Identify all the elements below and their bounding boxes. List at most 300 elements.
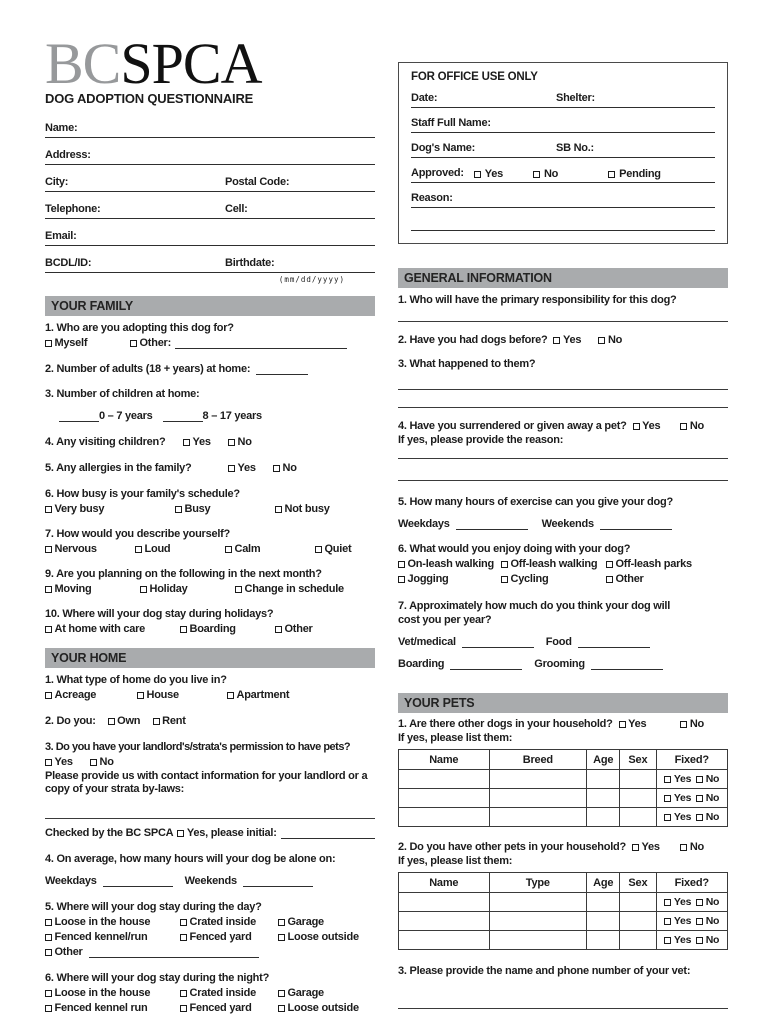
birthdate-label: Birthdate: bbox=[225, 256, 275, 269]
general-q1-text: 1. Who will have the primary responsibility for this dog? bbox=[398, 294, 677, 306]
boarding-line[interactable] bbox=[450, 659, 522, 670]
email-field-line[interactable] bbox=[45, 230, 375, 246]
other-dogs-table bbox=[398, 749, 728, 827]
moving-option[interactable] bbox=[45, 583, 140, 596]
no-label: No bbox=[99, 755, 114, 768]
off-leash-walking-option[interactable] bbox=[501, 558, 606, 571]
weekends-exercise-line[interactable] bbox=[600, 519, 672, 530]
bcspca-logo bbox=[45, 31, 375, 96]
other-checkbox[interactable] bbox=[275, 626, 282, 633]
section-header-your-home: YOUR HOME bbox=[45, 648, 375, 668]
yes-checkbox[interactable] bbox=[664, 899, 671, 906]
dog-age-cell[interactable] bbox=[587, 808, 620, 827]
approved-label: Approved: bbox=[411, 167, 464, 179]
no-label: No bbox=[705, 915, 720, 927]
apartment-checkbox[interactable] bbox=[227, 692, 234, 699]
city-postal-field-line[interactable] bbox=[45, 176, 375, 192]
city-label: City: bbox=[45, 175, 69, 188]
other-checkbox[interactable] bbox=[45, 949, 52, 956]
at-home-with-care-option[interactable] bbox=[45, 623, 180, 636]
logo-bc-text: BC bbox=[45, 31, 121, 96]
reason-field-line[interactable] bbox=[411, 192, 715, 208]
family-q1-text: 1. Who are you adopting this dog for? bbox=[45, 321, 234, 334]
staff-name-field-line[interactable] bbox=[411, 117, 715, 133]
family-q2-row bbox=[45, 363, 375, 376]
dogs-before-yes-option[interactable] bbox=[553, 334, 598, 347]
address-field-line[interactable] bbox=[45, 149, 375, 165]
fixed-no-option[interactable] bbox=[696, 773, 719, 785]
day-other-line[interactable] bbox=[89, 947, 259, 958]
general-q1-answer-line[interactable] bbox=[398, 321, 728, 322]
dog-name-cell[interactable] bbox=[399, 789, 490, 808]
fenced-kennel-checkbox[interactable] bbox=[45, 934, 52, 941]
apartment-option[interactable] bbox=[227, 689, 375, 702]
home-q6-text: 6. Where will your dog stay during the night? bbox=[45, 971, 270, 984]
cost-row-1 bbox=[398, 636, 728, 649]
cycling-option[interactable] bbox=[501, 573, 606, 586]
house-label: House bbox=[146, 688, 179, 701]
office-use-box bbox=[398, 62, 728, 244]
pet-sex-cell[interactable] bbox=[620, 893, 656, 912]
rent-option[interactable] bbox=[153, 715, 186, 728]
reason-extra-line[interactable] bbox=[411, 217, 715, 231]
night-crated-inside-option[interactable] bbox=[180, 987, 278, 1000]
no-checkbox[interactable] bbox=[696, 937, 703, 944]
bcdl-id-label: BCDL/ID: bbox=[45, 256, 92, 269]
holiday-other-option[interactable] bbox=[275, 623, 375, 636]
general-q2-text: 2. Have you had dogs before? bbox=[398, 334, 548, 346]
yes-label: Yes bbox=[673, 896, 692, 908]
busy-option[interactable] bbox=[175, 503, 275, 516]
pet-age-cell[interactable] bbox=[587, 931, 620, 950]
yes-label: Yes bbox=[673, 773, 692, 785]
checked-yes-label: Yes, please initial: bbox=[186, 826, 277, 839]
no-checkbox[interactable] bbox=[90, 759, 97, 766]
pets-q1-row bbox=[398, 718, 728, 731]
children-8-17-count-line[interactable] bbox=[163, 411, 203, 422]
pet-type-cell[interactable] bbox=[489, 893, 587, 912]
date-label: Date: bbox=[411, 92, 438, 104]
approved-pending-option[interactable] bbox=[608, 168, 661, 180]
no-checkbox[interactable] bbox=[696, 795, 703, 802]
night-garage-option[interactable] bbox=[278, 987, 375, 1000]
yes-checkbox[interactable] bbox=[664, 937, 671, 944]
very-busy-checkbox[interactable] bbox=[45, 506, 52, 513]
home-q5-other-row bbox=[45, 946, 375, 959]
quiet-option[interactable] bbox=[315, 543, 375, 556]
fixed-yes-option[interactable] bbox=[664, 934, 691, 946]
name-label: Name: bbox=[45, 121, 78, 134]
staff-name-label: Staff Full Name: bbox=[411, 117, 491, 129]
dog-breed-cell[interactable] bbox=[489, 808, 587, 827]
table-header-row bbox=[399, 750, 728, 770]
yes-checkbox[interactable] bbox=[664, 918, 671, 925]
family-q10-text: 10. Where will your dog stay during holidays? bbox=[45, 607, 274, 620]
dog-breed-cell[interactable] bbox=[489, 770, 587, 789]
adults-count-line[interactable] bbox=[256, 364, 308, 375]
off-leash-parks-option[interactable] bbox=[606, 558, 728, 571]
sex-column-header: Sex bbox=[620, 750, 656, 770]
fixed-yes-option[interactable] bbox=[664, 773, 691, 785]
day-garage-option[interactable] bbox=[278, 916, 375, 929]
other-option[interactable] bbox=[130, 337, 375, 350]
other-dogs-no-option[interactable] bbox=[680, 718, 704, 731]
date-shelter-field-line[interactable] bbox=[411, 92, 715, 108]
yes-label: Yes bbox=[192, 435, 211, 448]
home-q5-options-row1 bbox=[45, 916, 375, 929]
pet-type-cell[interactable] bbox=[489, 931, 587, 950]
fixed-column-header: Fixed? bbox=[656, 873, 727, 893]
pets-q1-text: 1. Are there other dogs in your household? bbox=[398, 718, 613, 730]
yes-checkbox[interactable] bbox=[664, 795, 671, 802]
yes-checkbox[interactable] bbox=[664, 776, 671, 783]
general-q3-answer-line-1[interactable] bbox=[398, 389, 728, 390]
fixed-yes-option[interactable] bbox=[664, 811, 691, 823]
pet-name-cell[interactable] bbox=[399, 912, 490, 931]
table-row bbox=[399, 789, 728, 808]
calm-label: Calm bbox=[234, 542, 261, 555]
yes-label: Yes bbox=[673, 792, 692, 804]
children-8-17-label: 8 – 17 years bbox=[202, 409, 262, 422]
fenced-yard-label: Fenced yard bbox=[189, 930, 252, 943]
name-field-line[interactable] bbox=[45, 122, 375, 138]
yes-checkbox[interactable] bbox=[619, 721, 626, 728]
weekdays-hours-line[interactable] bbox=[103, 876, 173, 887]
allergies-no-option[interactable] bbox=[273, 462, 297, 475]
day-crated-inside-option[interactable] bbox=[180, 916, 278, 929]
general-q6-options-row2 bbox=[398, 573, 728, 586]
very-busy-label: Very busy bbox=[54, 502, 105, 515]
loose-outside-checkbox[interactable] bbox=[278, 1005, 285, 1012]
dog-sex-cell[interactable] bbox=[620, 789, 656, 808]
food-line[interactable] bbox=[578, 637, 650, 648]
surrendered-yes-option[interactable] bbox=[633, 420, 661, 433]
approved-yes-label: Yes bbox=[484, 168, 503, 180]
quiet-checkbox[interactable] bbox=[315, 546, 322, 553]
change-in-schedule-label: Change in schedule bbox=[244, 582, 344, 595]
other-pets-no-option[interactable] bbox=[680, 841, 704, 854]
yes-checkbox[interactable] bbox=[553, 337, 560, 344]
bcdl-birthdate-field-line[interactable] bbox=[45, 257, 375, 273]
fixed-no-option[interactable] bbox=[696, 896, 719, 908]
other-checkbox[interactable] bbox=[606, 576, 613, 583]
not-busy-option[interactable] bbox=[275, 503, 375, 516]
shelter-label: Shelter: bbox=[556, 92, 595, 104]
weekends-hours-line[interactable] bbox=[243, 876, 313, 887]
landlord-contact-line[interactable] bbox=[45, 818, 375, 819]
myself-option[interactable] bbox=[45, 337, 130, 350]
garage-checkbox[interactable] bbox=[278, 990, 285, 997]
dog-sex-cell[interactable] bbox=[620, 808, 656, 827]
night-fenced-kennel-option[interactable] bbox=[45, 1002, 180, 1015]
boarding-checkbox[interactable] bbox=[180, 626, 187, 633]
yes-checkbox[interactable] bbox=[45, 759, 52, 766]
fixed-no-option[interactable] bbox=[696, 915, 719, 927]
house-checkbox[interactable] bbox=[137, 692, 144, 699]
weekdays-label: Weekdays bbox=[398, 518, 450, 530]
telephone-cell-field-line[interactable] bbox=[45, 203, 375, 219]
permission-no-option[interactable] bbox=[90, 756, 114, 769]
home-q2-text: 2. Do you: bbox=[45, 714, 96, 727]
other-dogs-yes-option[interactable] bbox=[619, 718, 647, 731]
acreage-option[interactable] bbox=[45, 689, 137, 702]
enjoy-other-option[interactable] bbox=[606, 573, 728, 586]
children-0-7-label: 0 – 7 years bbox=[99, 409, 153, 422]
no-checkbox[interactable] bbox=[680, 423, 687, 430]
other-checkbox[interactable] bbox=[130, 340, 137, 347]
table-row bbox=[399, 770, 728, 789]
calm-option[interactable] bbox=[225, 543, 315, 556]
approved-pending-checkbox[interactable] bbox=[608, 171, 615, 178]
family-q10-options bbox=[45, 623, 375, 636]
fenced-kennel-checkbox[interactable] bbox=[45, 1005, 52, 1012]
loud-option[interactable] bbox=[135, 543, 225, 556]
loose-outside-checkbox[interactable] bbox=[278, 934, 285, 941]
crated-inside-label: Crated inside bbox=[189, 986, 256, 999]
other-pets-yes-option[interactable] bbox=[632, 841, 660, 854]
general-q4-answer-line-1[interactable] bbox=[398, 458, 728, 459]
no-checkbox[interactable] bbox=[273, 465, 280, 472]
other-label: Other bbox=[615, 573, 644, 585]
general-q3-answer-line-2[interactable] bbox=[398, 407, 728, 408]
fixed-yes-option[interactable] bbox=[664, 792, 691, 804]
off-leash-parks-checkbox[interactable] bbox=[606, 561, 613, 568]
house-option[interactable] bbox=[137, 689, 227, 702]
calm-checkbox[interactable] bbox=[225, 546, 232, 553]
fixed-no-option[interactable] bbox=[696, 934, 719, 946]
no-checkbox[interactable] bbox=[598, 337, 605, 344]
loose-in-house-label: Loose in the house bbox=[54, 986, 151, 999]
yes-label: Yes bbox=[641, 841, 660, 853]
own-checkbox[interactable] bbox=[108, 718, 115, 725]
home-q3-text: 3. Do you have your landlord's/strata's permission to have pets? bbox=[45, 740, 351, 753]
age-column-header: Age bbox=[587, 750, 620, 770]
fixed-yes-option[interactable] bbox=[664, 896, 691, 908]
own-label: Own bbox=[117, 714, 141, 727]
general-q2-row bbox=[398, 334, 728, 347]
pet-age-cell[interactable] bbox=[587, 893, 620, 912]
dogs-before-no-option[interactable] bbox=[598, 334, 622, 347]
boarding-option[interactable] bbox=[180, 623, 275, 636]
cycling-checkbox[interactable] bbox=[501, 576, 508, 583]
table-row bbox=[399, 912, 728, 931]
night-loose-in-house-option[interactable] bbox=[45, 987, 180, 1000]
yes-checkbox[interactable] bbox=[633, 423, 640, 430]
no-checkbox[interactable] bbox=[696, 899, 703, 906]
home-q1-options bbox=[45, 689, 375, 702]
checked-yes-option[interactable] bbox=[177, 827, 276, 840]
approved-no-checkbox[interactable] bbox=[533, 171, 540, 178]
home-q3-options bbox=[45, 756, 375, 769]
day-loose-in-house-option[interactable] bbox=[45, 916, 180, 929]
pets-q2-row bbox=[398, 841, 728, 854]
home-q4-text: 4. On average, how many hours will your dog be alone on: bbox=[45, 852, 336, 865]
dog-age-cell[interactable] bbox=[587, 770, 620, 789]
fenced-yard-checkbox[interactable] bbox=[180, 1005, 187, 1012]
myself-checkbox[interactable] bbox=[45, 340, 52, 347]
section-header-your-pets: YOUR PETS bbox=[398, 693, 728, 713]
yes-checkbox[interactable] bbox=[228, 465, 235, 472]
other-pets-table bbox=[398, 872, 728, 950]
other-label: Other bbox=[284, 622, 313, 635]
jogging-option[interactable] bbox=[398, 573, 501, 586]
crated-inside-label: Crated inside bbox=[189, 915, 256, 928]
garage-checkbox[interactable] bbox=[278, 919, 285, 926]
no-checkbox[interactable] bbox=[680, 844, 687, 851]
pet-name-cell[interactable] bbox=[399, 893, 490, 912]
change-in-schedule-checkbox[interactable] bbox=[235, 586, 242, 593]
yes-checkbox[interactable] bbox=[632, 844, 639, 851]
general-q4-answer-line-2[interactable] bbox=[398, 480, 728, 481]
pet-name-cell[interactable] bbox=[399, 931, 490, 950]
dog-breed-cell[interactable] bbox=[489, 789, 587, 808]
loose-in-house-checkbox[interactable] bbox=[45, 919, 52, 926]
jogging-checkbox[interactable] bbox=[398, 576, 405, 583]
nervous-option[interactable] bbox=[45, 543, 135, 556]
no-label: No bbox=[705, 811, 720, 823]
approved-yes-option[interactable] bbox=[474, 168, 503, 180]
sb-no-label: SB No.: bbox=[556, 142, 594, 154]
approved-yes-checkbox[interactable] bbox=[474, 171, 481, 178]
boarding-label: Boarding bbox=[398, 658, 445, 670]
dog-name-cell[interactable] bbox=[399, 770, 490, 789]
dog-age-cell[interactable] bbox=[587, 789, 620, 808]
very-busy-option[interactable] bbox=[45, 503, 175, 516]
moving-checkbox[interactable] bbox=[45, 586, 52, 593]
home-q5-text: 5. Where will your dog stay during the day? bbox=[45, 900, 262, 913]
vet-name-phone-line[interactable] bbox=[398, 1008, 728, 1009]
home-q2-row bbox=[45, 715, 375, 728]
on-leash-walking-checkbox[interactable] bbox=[398, 561, 405, 568]
fenced-kennel-label: Fenced kennel/run bbox=[54, 930, 148, 943]
own-option[interactable] bbox=[108, 715, 153, 728]
vet-medical-line[interactable] bbox=[462, 637, 534, 648]
address-label: Address: bbox=[45, 148, 91, 161]
day-other-option[interactable] bbox=[45, 946, 83, 959]
acreage-checkbox[interactable] bbox=[45, 692, 52, 699]
fixed-no-option[interactable] bbox=[696, 792, 719, 804]
loose-in-house-checkbox[interactable] bbox=[45, 990, 52, 997]
fenced-kennel-label: Fenced kennel run bbox=[54, 1001, 148, 1014]
on-leash-walking-option[interactable] bbox=[398, 558, 501, 571]
family-q5-row bbox=[45, 462, 375, 475]
other-input-line[interactable] bbox=[175, 338, 347, 349]
crated-inside-checkbox[interactable] bbox=[180, 919, 187, 926]
at-home-with-care-checkbox[interactable] bbox=[45, 626, 52, 633]
dog-name-sb-field-line[interactable] bbox=[411, 142, 715, 158]
off-leash-walking-checkbox[interactable] bbox=[501, 561, 508, 568]
family-q6-options bbox=[45, 503, 375, 516]
holiday-checkbox[interactable] bbox=[140, 586, 147, 593]
no-label: No bbox=[705, 934, 720, 946]
pet-sex-cell[interactable] bbox=[620, 931, 656, 950]
fenced-yard-label: Fenced yard bbox=[189, 1001, 252, 1014]
other-label: Other bbox=[54, 945, 83, 958]
night-fenced-yard-option[interactable] bbox=[180, 1002, 278, 1015]
dog-name-cell[interactable] bbox=[399, 808, 490, 827]
day-loose-outside-option[interactable] bbox=[278, 931, 375, 944]
fenced-yard-checkbox[interactable] bbox=[180, 934, 187, 941]
holiday-option[interactable] bbox=[140, 583, 235, 596]
not-busy-checkbox[interactable] bbox=[275, 506, 282, 513]
table-row bbox=[399, 931, 728, 950]
section-header-general-information: GENERAL INFORMATION bbox=[398, 268, 728, 288]
dog-name-label: Dog's Name: bbox=[411, 142, 476, 154]
off-leash-walking-label: Off-leash walking bbox=[510, 558, 598, 570]
fixed-yes-option[interactable] bbox=[664, 915, 691, 927]
change-in-schedule-option[interactable] bbox=[235, 583, 375, 596]
no-label: No bbox=[705, 896, 720, 908]
allergies-yes-option[interactable] bbox=[228, 462, 273, 475]
weekdays-exercise-line[interactable] bbox=[456, 519, 528, 530]
no-checkbox[interactable] bbox=[696, 776, 703, 783]
family-q7-options bbox=[45, 543, 375, 556]
family-q5-text: 5. Any allergies in the family? bbox=[45, 461, 192, 474]
nervous-checkbox[interactable] bbox=[45, 546, 52, 553]
loud-checkbox[interactable] bbox=[135, 546, 142, 553]
permission-yes-option[interactable] bbox=[45, 756, 90, 769]
reason-label: Reason: bbox=[411, 192, 453, 204]
family-q9-options bbox=[45, 583, 375, 596]
family-q9-text: 9. Are you planning on the following in the next month? bbox=[45, 567, 322, 580]
home-q6-options-row1 bbox=[45, 987, 375, 1000]
visiting-children-yes-option[interactable] bbox=[183, 436, 228, 449]
rent-checkbox[interactable] bbox=[153, 718, 160, 725]
rent-label: Rent bbox=[162, 714, 186, 727]
pet-type-cell[interactable] bbox=[489, 912, 587, 931]
pet-sex-cell[interactable] bbox=[620, 912, 656, 931]
no-checkbox[interactable] bbox=[680, 721, 687, 728]
day-fenced-yard-option[interactable] bbox=[180, 931, 278, 944]
yes-label: Yes bbox=[673, 811, 692, 823]
telephone-label: Telephone: bbox=[45, 202, 101, 215]
no-checkbox[interactable] bbox=[696, 918, 703, 925]
pets-q1-list-note: If yes, please list them: bbox=[398, 732, 513, 744]
no-label: No bbox=[705, 792, 720, 804]
cycling-label: Cycling bbox=[510, 573, 549, 585]
yes-checkbox[interactable] bbox=[664, 814, 671, 821]
initial-line[interactable] bbox=[281, 828, 375, 839]
night-loose-outside-option[interactable] bbox=[278, 1002, 375, 1015]
yes-checkbox[interactable] bbox=[183, 439, 190, 446]
general-q4-row bbox=[398, 420, 728, 433]
dog-sex-cell[interactable] bbox=[620, 770, 656, 789]
no-checkbox[interactable] bbox=[696, 814, 703, 821]
surrendered-no-option[interactable] bbox=[680, 420, 704, 433]
approved-no-option[interactable] bbox=[533, 168, 558, 180]
loose-outside-label: Loose outside bbox=[287, 930, 359, 943]
no-checkbox[interactable] bbox=[228, 439, 235, 446]
busy-checkbox[interactable] bbox=[175, 506, 182, 513]
postal-code-label: Postal Code: bbox=[225, 175, 290, 188]
section-header-your-family: YOUR FAMILY bbox=[45, 296, 375, 316]
weekends-label: Weekends bbox=[541, 518, 594, 530]
general-q4-note: If yes, please provide the reason: bbox=[398, 434, 564, 446]
apartment-label: Apartment bbox=[236, 688, 290, 701]
visiting-children-no-option[interactable] bbox=[228, 436, 252, 449]
grooming-line[interactable] bbox=[591, 659, 663, 670]
busy-label: Busy bbox=[184, 502, 211, 515]
crated-inside-checkbox[interactable] bbox=[180, 990, 187, 997]
children-0-7-count-line[interactable] bbox=[59, 411, 99, 422]
approved-no-label: No bbox=[543, 168, 559, 180]
checked-by-row bbox=[45, 827, 375, 840]
fixed-no-option[interactable] bbox=[696, 811, 719, 823]
checked-yes-checkbox[interactable] bbox=[177, 830, 184, 837]
pet-age-cell[interactable] bbox=[587, 912, 620, 931]
office-box-title: FOR OFFICE USE ONLY bbox=[411, 71, 538, 83]
day-fenced-kennel-option[interactable] bbox=[45, 931, 180, 944]
